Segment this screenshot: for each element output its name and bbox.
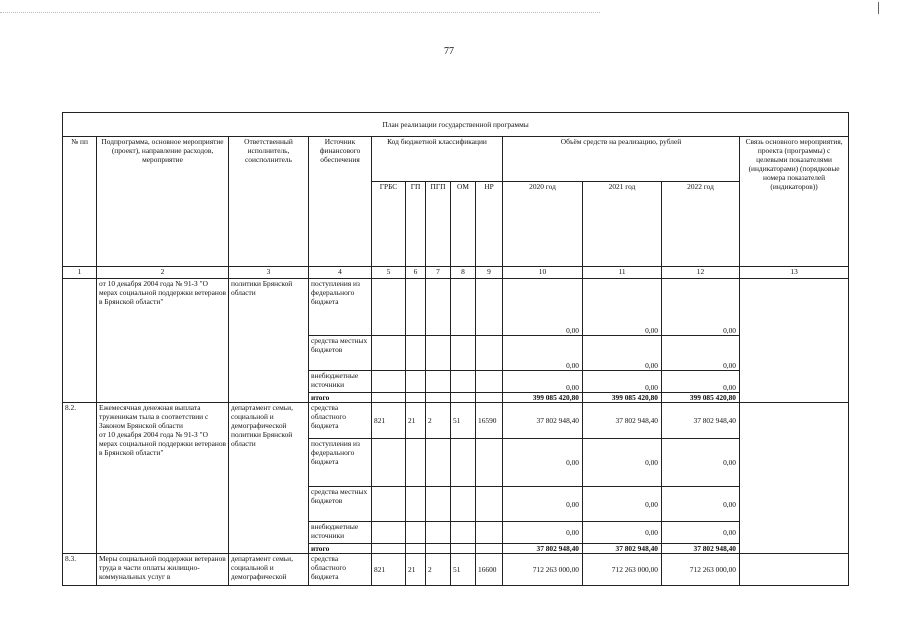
cell-2020: 0,00 xyxy=(503,522,583,544)
cell-2021: 0,00 xyxy=(583,371,662,393)
subprogram-text-b: от 10 декабря 2004 года № 91-З "О мерах социальной поддержки ветеранов в Брянской области" xyxy=(99,430,227,457)
cell-indicator xyxy=(740,554,849,586)
colnum: 1 xyxy=(63,267,97,279)
subprogram-text-a: Ежемесячная денежная выплата труженикам тыла в соответствии с Законом Брянской области xyxy=(99,403,209,430)
header-source: Источник финансового обеспечения xyxy=(309,137,372,267)
cell-source: внебюджетные источники xyxy=(309,371,372,393)
cell-source: средства местных бюджетов xyxy=(309,336,372,371)
colnum: 4 xyxy=(309,267,372,279)
cell-2021: 712 263 000,00 xyxy=(583,554,662,586)
cell-responsible: департамент семьи, социальной и демографической xyxy=(229,554,309,586)
cell-source: внебюджетные источники xyxy=(309,522,372,544)
cell-2021: 0,00 xyxy=(583,487,662,522)
scan-artifact-line xyxy=(0,12,600,13)
cell-2022: 0,00 xyxy=(662,487,740,522)
scan-edge-mark xyxy=(878,2,879,14)
cell-2020: 0,00 xyxy=(503,279,583,336)
column-number-row xyxy=(63,267,849,279)
cell-num: 8.2. xyxy=(63,403,97,554)
responsible-text-a: департамент семьи, социальной и демографической xyxy=(231,403,293,430)
cell-num: 8.3. xyxy=(63,554,97,586)
table-row xyxy=(63,403,849,439)
cell-2020: 37 802 948,40 xyxy=(503,544,583,554)
cell-2022: 0,00 xyxy=(662,522,740,544)
cell-indicator xyxy=(740,279,849,403)
cell-2022: 0,00 xyxy=(662,371,740,393)
cell-2020: 37 802 948,40 xyxy=(503,403,583,439)
cell-source: средства областного бюджета xyxy=(309,403,372,439)
cell-2020: 399 085 420,80 xyxy=(503,393,583,403)
cell-2020: 712 263 000,00 xyxy=(503,554,583,586)
cell-source: средства областного бюджета xyxy=(309,554,372,586)
cell-gp: 21 xyxy=(406,403,426,439)
header-volume: Объём средств на реализацию, рублей xyxy=(503,137,740,182)
colnum: 6 xyxy=(406,267,426,279)
header-2022: 2022 год xyxy=(662,182,740,267)
header-om: ОМ xyxy=(451,182,476,267)
cell-2021: 37 802 948,40 xyxy=(583,403,662,439)
cell-grbs: 821 xyxy=(372,554,406,586)
cell-2022: 0,00 xyxy=(662,336,740,371)
cell-2021: 0,00 xyxy=(583,279,662,336)
cell-subprogram: от 10 декабря 2004 года № 91-З "О мерах социальной поддержки ветеранов в Брянской области" xyxy=(97,279,229,403)
cell-responsible: политики Брянской области xyxy=(229,279,309,403)
table-title: План реализации государственной программы xyxy=(63,113,849,137)
cell-2020: 0,00 xyxy=(503,487,583,522)
cell-pgp: 2 xyxy=(426,554,451,586)
colnum: 8 xyxy=(451,267,476,279)
cell-subprogram xyxy=(97,403,229,554)
cell-2022: 712 263 000,00 xyxy=(662,554,740,586)
colnum: 3 xyxy=(229,267,309,279)
cell-2022: 399 085 420,80 xyxy=(662,393,740,403)
responsible-text-b: политики Брянской области xyxy=(231,430,293,448)
header-gp: ГП xyxy=(406,182,426,267)
colnum: 2 xyxy=(97,267,229,279)
cell-source: поступления из федерального бюджета xyxy=(309,279,372,336)
cell-pgp: 2 xyxy=(426,403,451,439)
cell-2021: 0,00 xyxy=(583,336,662,371)
header-grbs: ГРБС xyxy=(372,182,406,267)
cell-indicator xyxy=(740,403,849,554)
cell-2020: 0,00 xyxy=(503,371,583,393)
cell-source: поступления из федерального бюджета xyxy=(309,439,372,487)
cell-nr: 16590 xyxy=(476,403,503,439)
cell-nr: 16600 xyxy=(476,554,503,586)
cell-source: итого xyxy=(309,544,372,554)
cell-om: 51 xyxy=(451,403,476,439)
cell-source: итого xyxy=(309,393,372,403)
cell-2021: 37 802 948,40 xyxy=(583,544,662,554)
colnum: 11 xyxy=(583,267,662,279)
cell-source: средства местных бюджетов xyxy=(309,487,372,522)
colnum: 7 xyxy=(426,267,451,279)
table-row xyxy=(63,279,849,336)
colnum: 12 xyxy=(662,267,740,279)
header-2020: 2020 год xyxy=(503,182,583,267)
cell-2020: 0,00 xyxy=(503,439,583,487)
cell-gp: 21 xyxy=(406,554,426,586)
header-2021: 2021 год xyxy=(583,182,662,267)
header-subprogram: Подпрограмма, основное мероприятие (проект), направление расходов, мероприятие xyxy=(97,137,229,267)
cell-2022: 0,00 xyxy=(662,439,740,487)
header-num: № пп xyxy=(63,137,97,267)
cell-num xyxy=(63,279,97,403)
cell-2021: 0,00 xyxy=(583,439,662,487)
header-nr: НР xyxy=(476,182,503,267)
cell-2021: 0,00 xyxy=(583,522,662,544)
cell-2022: 37 802 948,40 xyxy=(662,544,740,554)
colnum: 5 xyxy=(372,267,406,279)
program-plan-table xyxy=(62,112,849,586)
header-budget-code: Код бюджетной классификации xyxy=(372,137,503,182)
header-responsible: Ответственный исполнитель, соисполнитель xyxy=(229,137,309,267)
page-number: 77 xyxy=(444,46,454,57)
cell-2022: 0,00 xyxy=(662,279,740,336)
cell-om: 51 xyxy=(451,554,476,586)
colnum: 10 xyxy=(503,267,583,279)
header-indicator-link: Связь основного мероприятия, проекта (программы) с целевыми показателями (индикаторами) (порядковые номера показателей (индикаторов)) xyxy=(740,137,849,267)
cell-responsible xyxy=(229,403,309,554)
colnum: 13 xyxy=(740,267,849,279)
header-pgp: ПГП xyxy=(426,182,451,267)
colnum: 9 xyxy=(476,267,503,279)
cell-2020: 0,00 xyxy=(503,336,583,371)
cell-subprogram: Меры социальной поддержки ветеранов труда в части оплаты жилищно-коммунальных услуг в xyxy=(97,554,229,586)
table-row xyxy=(63,554,849,586)
cell-2021: 399 085 420,80 xyxy=(583,393,662,403)
cell-grbs: 821 xyxy=(372,403,406,439)
cell-2022: 37 802 948,40 xyxy=(662,403,740,439)
